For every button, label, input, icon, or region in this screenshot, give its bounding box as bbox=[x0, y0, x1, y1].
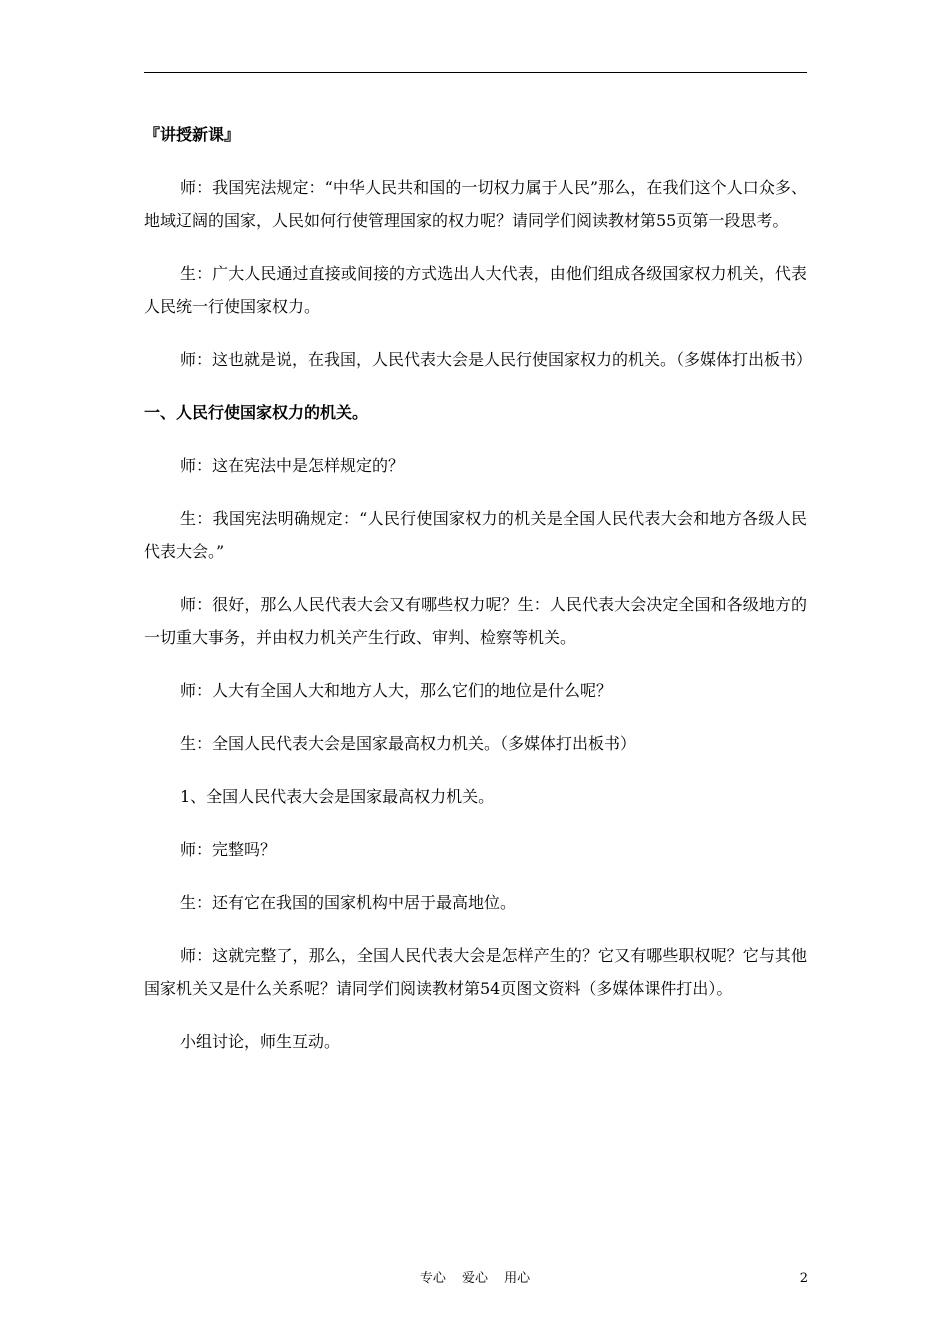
paragraph-teacher-question-4: 师：人大有全国人大和地方人大，那么它们的地位是什么呢？ bbox=[180, 681, 613, 700]
paragraph-teacher-statement-1: 师：这也就是说，在我国，人民代表大会是人民行使国家权力的机关。（多媒体打出板书） bbox=[180, 350, 813, 369]
paragraph-student-answer-4: 生：还有它在我国的国家机构中居于最高地位。 bbox=[180, 893, 517, 912]
paragraph-teacher-question-2: 师：这在宪法中是怎样规定的？ bbox=[180, 456, 405, 475]
paragraph-teacher-question-3: 师：很好，那么人民代表大会又有哪些权力呢？生：人民代表大会决定全国和各级地方的一切重大事务，并由权力机关产生行政、审判、检察等机关。 bbox=[144, 595, 807, 647]
header-rule bbox=[144, 72, 807, 73]
paragraph-student-answer-1: 生：广大人民通过直接或间接的方式选出人大代表，由他们组成各级国家权力机关，代表人民统一行使国家权力。 bbox=[144, 264, 807, 316]
footer-motto: 专心 爱心 用心 bbox=[419, 1271, 531, 1286]
paragraph-teacher-question-1: 师：我国宪法规定：“中华人民共和国的一切权力属于人民”那么，在我们这个人口众多、地域辽阔的国家，人民如何行使管理国家的权力呢？请同学们阅读教材第55页第一段思考。 bbox=[144, 178, 807, 230]
paragraph-student-answer-2: 生：我国宪法明确规定：“人民行使国家权力的机关是全国人民代表大会和地方各级人民代表大会。” bbox=[144, 509, 807, 561]
paragraph-teacher-question-5: 师：完整吗？ bbox=[180, 840, 277, 859]
paragraph-student-answer-3: 生：全国人民代表大会是国家最高权力机关。（多媒体打出板书） bbox=[180, 734, 637, 753]
page-body bbox=[144, 118, 813, 1078]
paragraph-group-discussion: 小组讨论，师生互动。 bbox=[180, 1032, 341, 1051]
page-number: 2 bbox=[799, 1271, 808, 1286]
paragraph-teacher-question-6: 师：这就完整了，那么，全国人民代表大会是怎样产生的？它又有哪些职权呢？它与其他国家机关又是什么关系呢？请同学们阅读教材第54页图文资料（多媒体课件打出）。 bbox=[144, 946, 807, 998]
section-title: 『讲授新课』 bbox=[144, 125, 241, 144]
board-point-1: 1、全国人民代表大会是国家最高权力机关。 bbox=[180, 787, 495, 806]
subheading-1: 一、人民行使国家权力的机关。 bbox=[144, 403, 369, 422]
